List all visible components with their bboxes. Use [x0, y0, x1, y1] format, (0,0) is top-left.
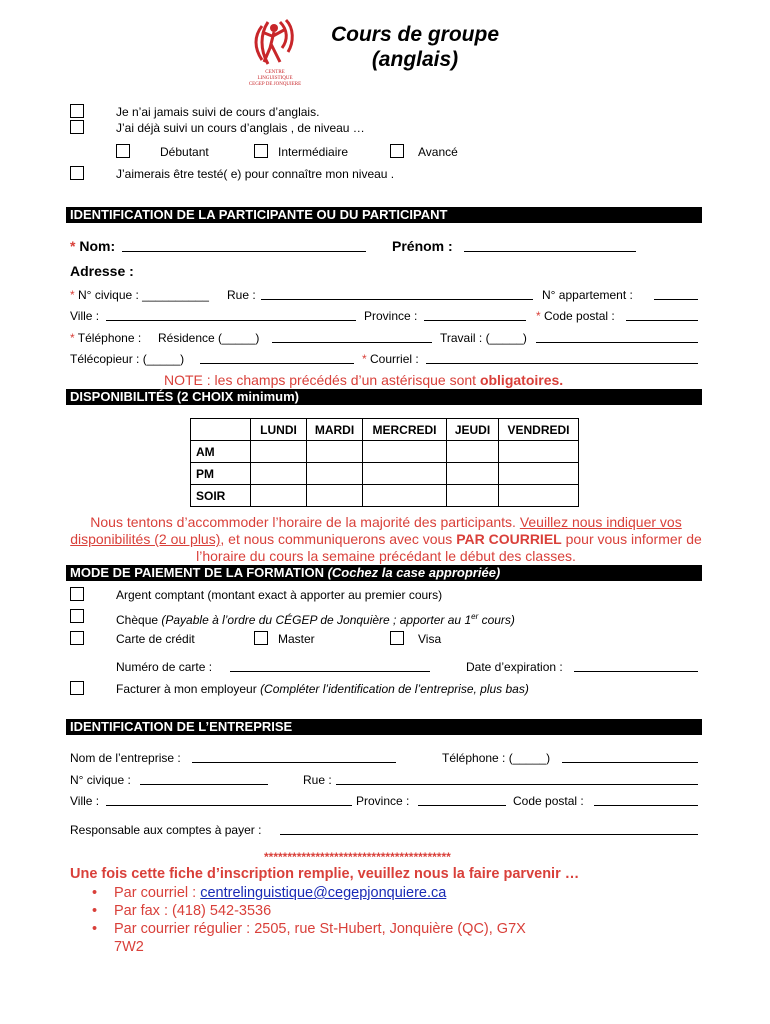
telecopieur-field[interactable] — [200, 363, 354, 364]
appartement-label: N° appartement : — [542, 288, 633, 302]
facturer-label — [116, 682, 529, 696]
availability-cell[interactable] — [251, 441, 307, 463]
telephone-label — [70, 331, 141, 345]
list-item — [92, 920, 526, 956]
intermediaire-label: Intermédiaire — [278, 145, 349, 159]
table-header-row — [191, 419, 579, 441]
argent-checkbox[interactable] — [70, 587, 84, 601]
nom-label — [70, 238, 115, 254]
company-rue-label: Rue : — [303, 773, 332, 787]
availability-cell[interactable] — [447, 463, 499, 485]
required-note — [164, 372, 563, 388]
table-row — [191, 441, 579, 463]
availability-cell[interactable] — [499, 441, 579, 463]
level-test-label: J’aimerais être testé( e) pour connaître mon niveau . — [116, 167, 395, 181]
email-link[interactable]: centrelinguistique@cegepjonquiere.ca — [200, 885, 447, 901]
availability-cell[interactable] — [307, 463, 363, 485]
availability-message — [66, 514, 706, 565]
required-star: * — [362, 352, 367, 366]
logo-text-2: LINGUISTIQUE — [257, 76, 293, 81]
availability-cell[interactable] — [363, 485, 447, 507]
payment-header-main: MODE DE PAIEMENT DE LA FORMATION — [70, 565, 328, 580]
availability-cell[interactable] — [363, 463, 447, 485]
visa-checkbox[interactable] — [390, 631, 404, 645]
required-star: * — [70, 288, 75, 302]
contact-list — [92, 884, 526, 956]
level-test-checkbox[interactable] — [70, 166, 84, 180]
list-item — [92, 884, 526, 902]
availability-cell[interactable] — [363, 441, 447, 463]
prenom-label: Prénom : — [392, 238, 453, 254]
code-postal-label — [536, 309, 615, 323]
required-note-text: NOTE : les champs précédés d’un astérisque sont — [164, 372, 480, 388]
master-checkbox[interactable] — [254, 631, 268, 645]
nom-text: Nom: — [79, 238, 116, 254]
day-header: LUNDI — [251, 419, 307, 441]
table-row — [191, 463, 579, 485]
appartement-field[interactable] — [654, 299, 698, 300]
travail-field[interactable] — [536, 342, 698, 343]
numero-carte-label: Numéro de carte : — [116, 660, 213, 674]
day-header: MERCREDI — [363, 419, 447, 441]
facturer-note: (Compléter l’identification de l’entreprise, plus bas) — [260, 682, 529, 696]
company-no-civique-label: N° civique : — [70, 773, 131, 787]
required-star: * — [70, 331, 75, 345]
avance-checkbox[interactable] — [390, 144, 404, 158]
responsable-label: Responsable aux comptes à payer : — [70, 823, 262, 837]
numero-carte-field[interactable] — [230, 671, 430, 672]
availability-cell[interactable] — [251, 485, 307, 507]
facturer-text: Facturer à mon employeur — [116, 682, 261, 696]
courriel-label — [362, 352, 419, 366]
facturer-checkbox[interactable] — [70, 681, 84, 695]
no-civique-text[interactable]: N° civique : __________ — [78, 288, 209, 302]
availability-cell[interactable] — [251, 463, 307, 485]
code-postal-text: Code postal : — [544, 309, 615, 323]
availability-msg-2: Veuillez nous indiquer vos disponibilités (2 ou plus) — [70, 514, 682, 547]
period-label: AM — [191, 441, 251, 463]
courriel-contact-label: Par courriel : — [114, 885, 201, 901]
availability-table — [190, 418, 579, 507]
intermediaire-checkbox[interactable] — [254, 144, 268, 158]
avance-label: Avancé — [418, 145, 458, 159]
page-title — [300, 22, 530, 72]
company-name-label: Nom de l’entreprise : — [70, 751, 181, 765]
responsable-field[interactable] — [280, 834, 698, 835]
company-phone-field[interactable] — [562, 762, 698, 763]
province-field[interactable] — [424, 320, 526, 321]
footer-heading: Une fois cette fiche d’inscription remplie, veuillez nous la faire parvenir … — [70, 866, 580, 882]
travail-label[interactable]: Travail : (_____) — [440, 331, 527, 345]
payment-header-italic: (Cochez la case appropriée) — [327, 565, 501, 580]
logo-text-3: CEGEP DE JONQUIERE — [248, 82, 302, 87]
telephone-text: Téléphone : — [77, 331, 142, 345]
province-label: Province : — [364, 309, 418, 323]
company-code-postal-field[interactable] — [594, 805, 698, 806]
carte-checkbox[interactable] — [70, 631, 84, 645]
period-label: PM — [191, 463, 251, 485]
period-label: SOIR — [191, 485, 251, 507]
availability-msg-5: pour vous informer de l’horaire du cours la semaine précédant le début des classes. — [196, 531, 702, 564]
nom-field[interactable] — [122, 251, 366, 252]
already-took-course-label: J’ai déjà suivi un cours d’anglais , de niveau … — [116, 121, 365, 135]
cheque-note-sup: er — [471, 612, 479, 621]
availability-cell[interactable] — [499, 463, 579, 485]
required-star: * — [536, 309, 541, 323]
required-note-bold: obligatoires. — [479, 372, 564, 388]
day-header: JEUDI — [447, 419, 499, 441]
logo-text-1: CENTRE — [265, 70, 285, 75]
payment-header — [66, 565, 702, 581]
expiration-label: Date d’expiration : — [466, 660, 563, 674]
argent-label: Argent comptant (montant exact à apporter au premier cours) — [116, 588, 443, 602]
cheque-checkbox[interactable] — [70, 609, 84, 623]
company-code-postal-label: Code postal : — [513, 794, 584, 808]
company-phone-label[interactable]: Téléphone : (_____) — [442, 751, 551, 765]
company-name-field[interactable] — [192, 762, 396, 763]
no-civique-label — [70, 288, 209, 302]
availability-cell[interactable] — [307, 485, 363, 507]
day-header: MARDI — [307, 419, 363, 441]
courriel-text: Courriel : — [370, 352, 419, 366]
title-line-2: (anglais) — [371, 48, 459, 71]
debutant-checkbox[interactable] — [116, 144, 130, 158]
company-province-field[interactable] — [418, 805, 506, 806]
courriel-field[interactable] — [426, 363, 698, 364]
rue-label: Rue : — [227, 288, 256, 302]
company-header: IDENTIFICATION DE L’ENTREPRISE — [66, 719, 702, 735]
prenom-field[interactable] — [464, 251, 636, 252]
availability-header: DISPONIBILITÉS (2 CHOIX minimum) — [66, 389, 702, 405]
cheque-label — [116, 610, 515, 627]
day-header: VENDREDI — [499, 419, 579, 441]
cheque-note — [161, 613, 515, 627]
availability-cell[interactable] — [447, 485, 499, 507]
table-row — [191, 485, 579, 507]
availability-msg-3: , et nous communiquerons avec vous — [220, 531, 457, 547]
ville-field[interactable] — [106, 320, 356, 321]
courrier-line-2: 7W2 — [114, 939, 144, 955]
list-item: • Par fax : (418) 542-3536 — [92, 902, 526, 920]
residence-label[interactable]: Résidence (_____) — [158, 331, 260, 345]
availability-msg-4: PAR COURRIEL — [456, 531, 562, 547]
never-took-course-checkbox[interactable] — [70, 104, 84, 118]
separator-stars: **************************************** — [264, 850, 451, 864]
company-rue-field[interactable] — [336, 784, 698, 785]
availability-msg-1: Nous tentons d’accommoder l’horaire de la majorité des participants. — [90, 514, 520, 530]
company-province-label: Province : — [356, 794, 410, 808]
cheque-note-text: (Payable à l’ordre du CÉGEP de Jonquière ; apporter au 1 — [161, 613, 472, 627]
residence-field[interactable] — [272, 342, 432, 343]
adresse-label: Adresse : — [70, 263, 134, 279]
master-label: Master — [278, 632, 315, 646]
never-took-course-label: Je n’ai jamais suivi de cours d’anglais. — [116, 105, 320, 119]
courrier-line-1: Par courrier régulier : 2505, rue St-Hubert, Jonquière (QC), G7X — [114, 921, 526, 937]
availability-cell[interactable] — [499, 485, 579, 507]
company-ville-field[interactable] — [106, 805, 352, 806]
debutant-label: Débutant — [160, 145, 209, 159]
company-ville-label: Ville : — [70, 794, 100, 808]
table-corner-cell — [191, 419, 251, 441]
availability-cell[interactable] — [447, 441, 499, 463]
expiration-field[interactable] — [574, 671, 698, 672]
cheque-note-end: cours) — [478, 613, 515, 627]
rue-field[interactable] — [261, 299, 533, 300]
required-star: * — [70, 238, 76, 254]
already-took-course-checkbox[interactable] — [70, 120, 84, 134]
identification-header: IDENTIFICATION DE LA PARTICIPANTE OU DU PARTICIPANT — [66, 207, 702, 223]
code-postal-field[interactable] — [626, 320, 698, 321]
title-line-1: Cours de groupe — [330, 23, 499, 46]
ville-label: Ville : — [70, 309, 100, 323]
cheque-text: Chèque — [116, 613, 162, 627]
visa-label: Visa — [418, 632, 442, 646]
company-no-civique-field[interactable] — [140, 784, 268, 785]
telecopieur-label[interactable]: Télécopieur : (_____) — [70, 352, 185, 366]
availability-cell[interactable] — [307, 441, 363, 463]
carte-label: Carte de crédit — [116, 632, 195, 646]
